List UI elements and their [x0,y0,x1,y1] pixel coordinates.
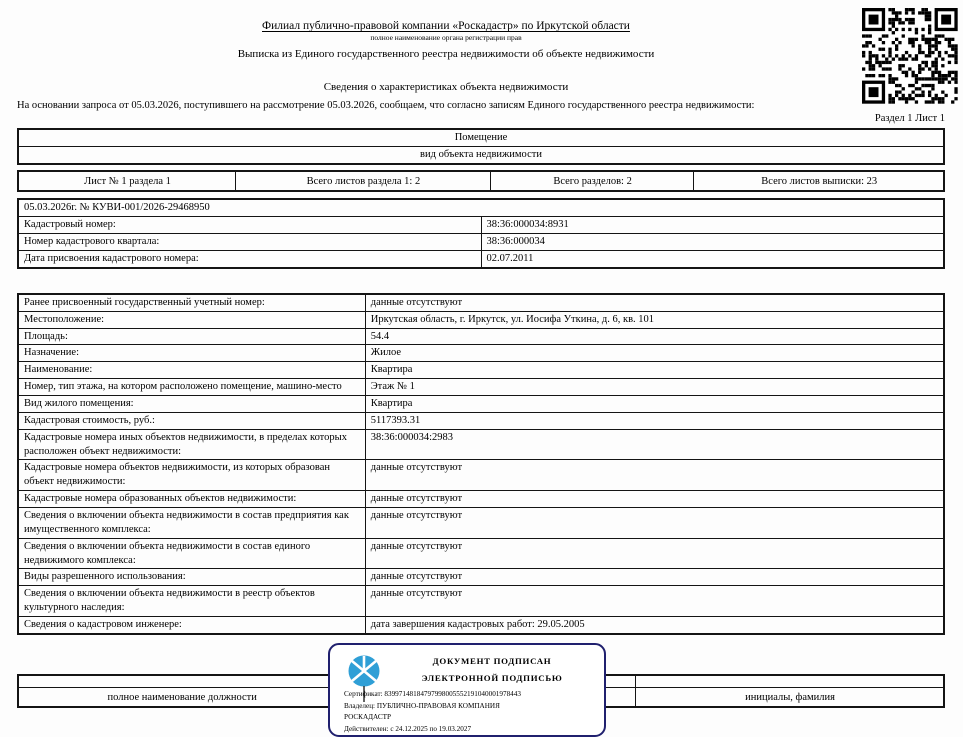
document-title: Выписка из Единого государственного реестра недвижимости об объекте недвижимости [237,48,655,60]
stamp-validity: Действителен: с 24.12.2025 по 19.03.2027 [344,724,472,733]
row-value: дата завершения кадастровых работ: 29.05.2005 [365,616,944,633]
section-sheets-total-cell: Всего листов раздела 1: 2 [236,171,491,191]
table-row [18,311,944,328]
row-label: Сведения о включении объекта недвижимости в состав предприятия как имущественного комплекса: [18,507,365,538]
row-value: Квартира [365,362,944,379]
row-label: Вид жилого помещения: [18,395,365,412]
row-value: 54.4 [365,328,944,345]
row-label: Дата присвоения кадастрового номера: [18,250,481,267]
table-row [18,538,944,569]
section-sheet-label: Раздел 1 Лист 1 [874,113,945,124]
row-value: 38:36:000034:8931 [481,217,944,234]
stamp-title-line1: ДОКУМЕНТ ПОДПИСАН [432,655,552,666]
initials-surname-label: инициалы, фамилия [636,688,944,707]
row-value: Этаж № 1 [365,379,944,396]
row-label: Номер, тип этажа, на котором расположено помещение, машино-место [18,379,365,396]
table-row [18,569,944,586]
table-row [18,362,944,379]
object-type-value: Помещение [18,129,944,146]
row-label: Номер кадастрового квартала: [18,234,481,251]
row-value: данные отсутствуют [365,294,944,311]
row-value: данные отсутствуют [365,538,944,569]
row-value: данные отсутствуют [365,491,944,508]
table-row [18,217,944,234]
table-row [18,460,944,491]
row-label: Сведения о включении объекта недвижимости в реестр объектов культурного наследия: [18,586,365,617]
section-title: Сведения о характеристиках объекта недвижимости [323,81,569,93]
row-label: Виды разрешенного использования: [18,569,365,586]
table-row [18,199,944,217]
cadastral-table [17,198,945,269]
row-label: Кадастровые номера образованных объектов недвижимости: [18,491,365,508]
table-row [18,345,944,362]
row-value: 38:36:000034:2983 [365,429,944,460]
table-row [18,491,944,508]
table-row [18,507,944,538]
row-label: Местоположение: [18,311,365,328]
row-value: Иркутская область, г. Иркутск, ул. Иосифа Уткина, д. 6, кв. 101 [365,311,944,328]
signature-empty-cell [636,675,944,688]
row-label: Кадастровые номера иных объектов недвижимости, в пределах которых расположен объект недвижимости: [18,429,365,460]
table-row [18,146,944,163]
row-label: Сведения о включении объекта недвижимости в состав единого недвижимого комплекса: [18,538,365,569]
org-name [17,20,875,32]
row-value: 38:36:000034 [481,234,944,251]
row-label: Сведения о кадастровом инженере: [18,616,365,633]
row-label: Кадастровая стоимость, руб.: [18,412,365,429]
row-value: 02.07.2011 [481,250,944,267]
row-value: 5117393.31 [365,412,944,429]
sheets-info-table [17,170,945,192]
stamp-owner-line1: Владелец: ПУБЛИЧНО-ПРАВОВАЯ КОМПАНИЯ [344,701,500,710]
row-label: Назначение: [18,345,365,362]
row-label: Кадастровый номер: [18,217,481,234]
table-row [18,379,944,396]
org-name-caption: полное наименование органа регистрации прав [370,33,522,42]
table-row [18,616,944,633]
object-type-caption: вид объекта недвижимости [18,146,944,163]
extract-sheets-total-cell: Всего листов выписки: 23 [694,171,944,191]
row-value: Жилое [365,345,944,362]
table-row [18,586,944,617]
document-header [17,20,875,93]
roskadastr-logo-icon [342,652,386,704]
request-number: 05.03.2026г. № КУВИ-001/2026-29468950 [18,199,944,217]
stamp-certificate: Сертификат: 83997148184797998005552191040001978443 [344,690,521,699]
table-row [18,234,944,251]
row-value: Квартира [365,395,944,412]
row-value: данные отсутствуют [365,569,944,586]
digital-signature-stamp [328,643,606,737]
row-label: Ранее присвоенный государственный учетный номер: [18,294,365,311]
row-label: Площадь: [18,328,365,345]
row-value: данные отсутствуют [365,507,944,538]
table-row [18,429,944,460]
table-row [18,250,944,267]
table-row [18,412,944,429]
table-row [18,328,944,345]
qr-code [862,8,958,104]
table-row [18,171,944,191]
request-basis-line: На основании запроса от 05.03.2026, поступившего на рассмотрение 05.03.2026, сообщаем, что согласно записям Единого государственного реестра недвижимости: [17,100,755,111]
details-table [17,293,945,635]
signature-empty-cell [18,675,345,688]
stamp-owner-line2: РОСКАДАСТР [344,713,392,722]
stamp-title-line2: ЭЛЕКТРОННОЙ ПОДПИСЬЮ [421,672,563,683]
sheet-number-cell: Лист № 1 раздела 1 [18,171,236,191]
signature-footer [0,655,963,733]
sections-total-cell: Всего разделов: 2 [490,171,694,191]
position-title-label: полное наименование должности [18,688,345,707]
row-label: Наименование: [18,362,365,379]
table-row [18,294,944,311]
row-value: данные отсутствуют [365,586,944,617]
row-label: Кадастровые номера объектов недвижимости, из которых образован объект недвижимости: [18,460,365,491]
row-value: данные отсутствуют [365,460,944,491]
stamp-titles [388,653,596,686]
table-row [18,129,944,146]
org-name-text: Филиал публично-правовой компании «Роскадастр» по Иркутской области [262,20,630,32]
table-row [18,395,944,412]
object-type-table [17,128,945,165]
